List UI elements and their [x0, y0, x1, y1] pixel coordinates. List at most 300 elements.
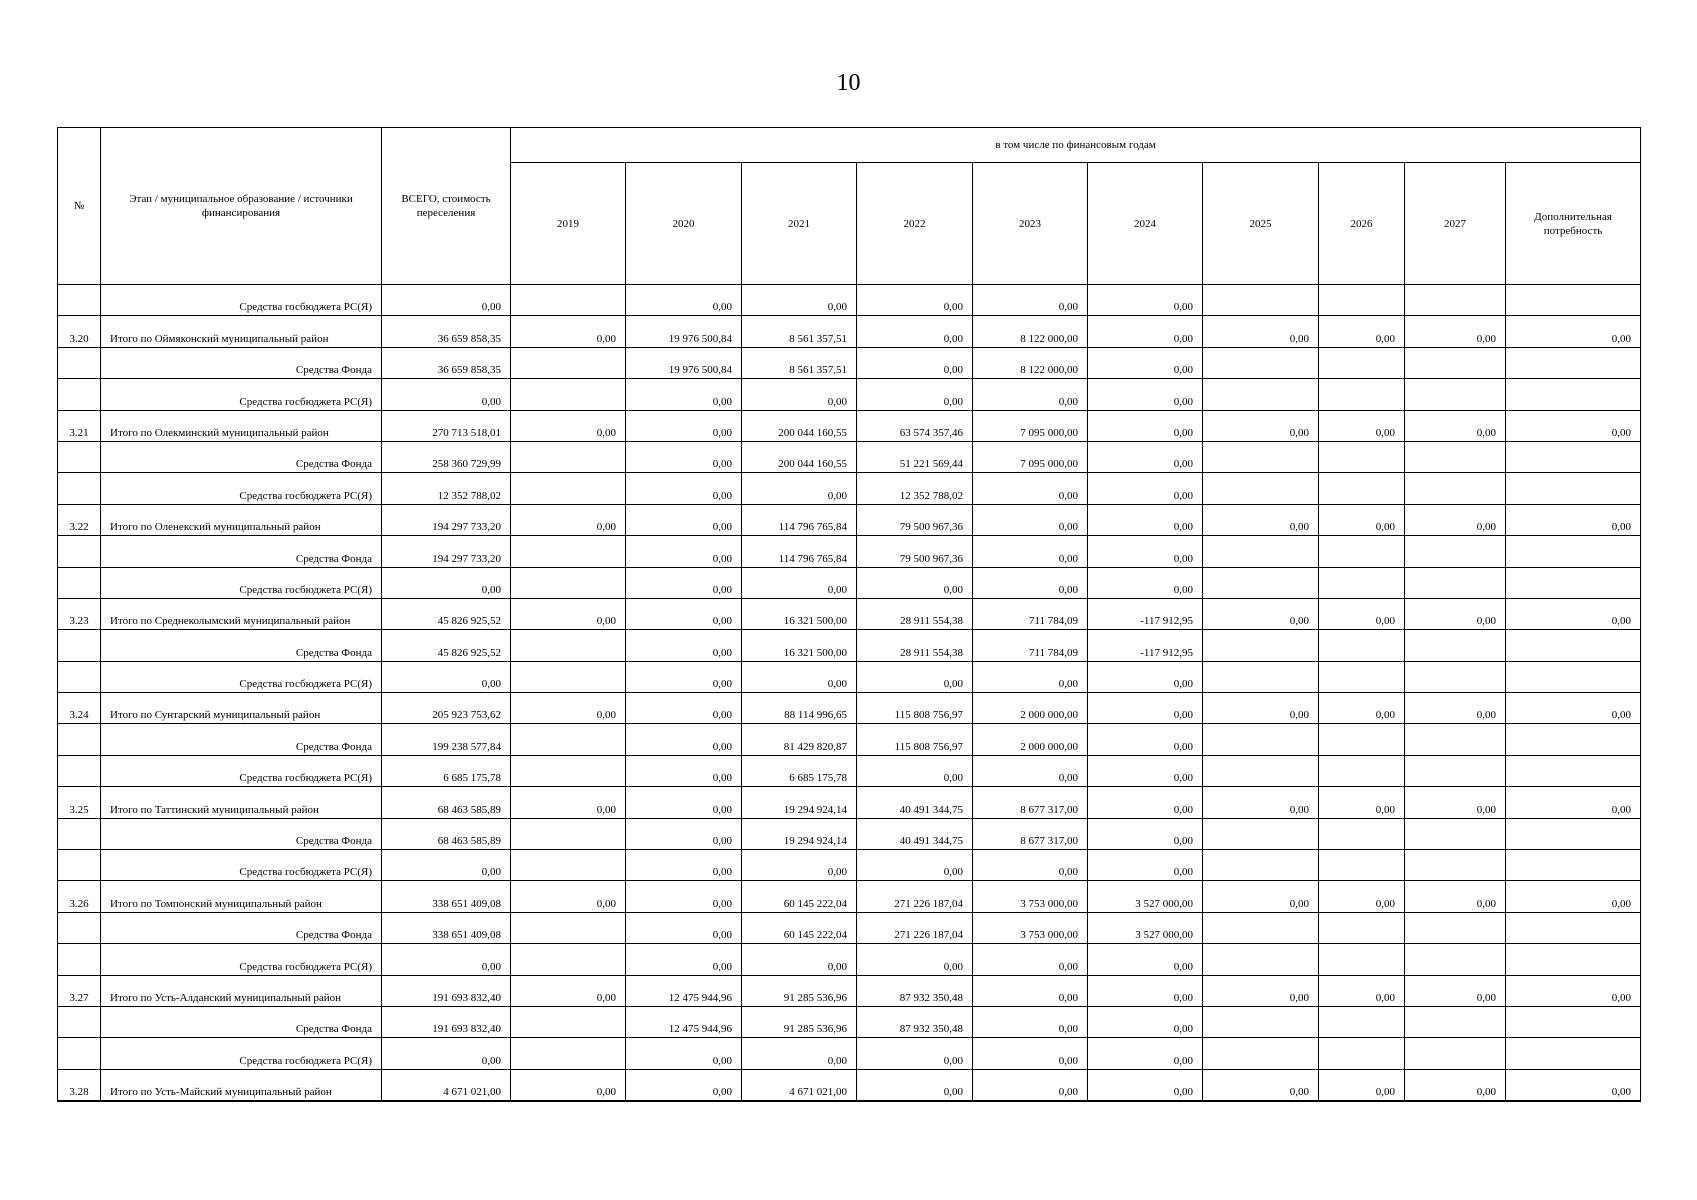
total-value: 258 360 729,99: [382, 441, 511, 472]
row-number: [58, 379, 101, 410]
year-value: 0,00: [973, 850, 1088, 881]
year-value: 6 685 175,78: [742, 755, 857, 786]
total-value: 68 463 585,89: [382, 818, 511, 849]
table-row-source: [58, 818, 1641, 849]
year-value: [1506, 567, 1641, 598]
year-value: 0,00: [973, 661, 1088, 692]
year-value: 0,00: [626, 630, 742, 661]
year-value: 0,00: [626, 912, 742, 943]
funding-source: Средства Фонда: [101, 1006, 382, 1037]
table-row-total: [58, 598, 1641, 629]
total-value: 0,00: [382, 285, 511, 316]
row-number: [58, 536, 101, 567]
year-value: [1506, 661, 1641, 692]
header-years-group: в том числе по финансовым годам: [511, 128, 1641, 163]
year-value: 0,00: [973, 536, 1088, 567]
year-value: [1319, 536, 1405, 567]
funding-source: Средства госбюджета РС(Я): [101, 567, 382, 598]
year-value: 88 114 996,65: [742, 693, 857, 724]
year-value: 711 784,09: [973, 630, 1088, 661]
year-value: 0,00: [626, 504, 742, 535]
municipality-name: Итого по Сунтарский муниципальный район: [101, 693, 382, 724]
year-value: [1506, 944, 1641, 975]
year-value: [1319, 850, 1405, 881]
year-value: 0,00: [857, 661, 973, 692]
year-value: [1506, 536, 1641, 567]
year-value: [1506, 818, 1641, 849]
year-value: 0,00: [626, 944, 742, 975]
year-value: 8 677 317,00: [973, 787, 1088, 818]
funding-source: Средства госбюджета РС(Я): [101, 379, 382, 410]
year-value: [1203, 1038, 1319, 1069]
year-value: [1203, 567, 1319, 598]
year-value: 0,00: [857, 755, 973, 786]
year-value: 87 932 350,48: [857, 1006, 973, 1037]
year-value: 0,00: [626, 693, 742, 724]
year-value: [1506, 850, 1641, 881]
total-value: 0,00: [382, 850, 511, 881]
header-stage: Этап / муниципальное образование / источники финансирования: [101, 128, 382, 285]
year-value: 12 475 944,96: [626, 975, 742, 1006]
year-value: 8 122 000,00: [973, 347, 1088, 378]
year-value: 0,00: [1088, 724, 1203, 755]
year-value: 0,00: [1088, 567, 1203, 598]
total-value: 0,00: [382, 944, 511, 975]
row-number: 3.26: [58, 881, 101, 912]
year-value: [511, 347, 626, 378]
year-value: 0,00: [857, 285, 973, 316]
year-value: 0,00: [1319, 504, 1405, 535]
header-additional-need: Дополнительная потребность: [1506, 163, 1641, 285]
year-value: 0,00: [1088, 944, 1203, 975]
year-value: 0,00: [1088, 316, 1203, 347]
year-value: 0,00: [742, 944, 857, 975]
header-year: 2022: [857, 163, 973, 285]
total-value: 45 826 925,52: [382, 630, 511, 661]
financing-table: [57, 127, 1641, 1102]
year-value: 0,00: [1506, 504, 1641, 535]
year-value: 0,00: [1088, 787, 1203, 818]
year-value: [1405, 1038, 1506, 1069]
municipality-name: Итого по Среднеколымский муниципальный район: [101, 598, 382, 629]
year-value: 3 527 000,00: [1088, 912, 1203, 943]
year-value: 0,00: [626, 536, 742, 567]
year-value: 63 574 357,46: [857, 410, 973, 441]
row-number: 3.21: [58, 410, 101, 441]
year-value: 0,00: [1506, 316, 1641, 347]
year-value: 91 285 536,96: [742, 975, 857, 1006]
table-row-total: [58, 975, 1641, 1006]
year-value: [1405, 379, 1506, 410]
year-value: 0,00: [742, 850, 857, 881]
year-value: [1405, 473, 1506, 504]
year-value: 51 221 569,44: [857, 441, 973, 472]
table-row-source: [58, 630, 1641, 661]
year-value: 0,00: [1088, 1038, 1203, 1069]
year-value: [1203, 850, 1319, 881]
table-row-source: [58, 473, 1641, 504]
year-value: 0,00: [626, 410, 742, 441]
year-value: 81 429 820,87: [742, 724, 857, 755]
year-value: [1405, 285, 1506, 316]
header-year: 2019: [511, 163, 626, 285]
total-value: 68 463 585,89: [382, 787, 511, 818]
year-value: 0,00: [1088, 755, 1203, 786]
year-value: 0,00: [1088, 818, 1203, 849]
funding-source: Средства госбюджета РС(Я): [101, 944, 382, 975]
year-value: [1405, 661, 1506, 692]
year-value: [1203, 536, 1319, 567]
municipality-name: Итого по Таттинский муниципальный район: [101, 787, 382, 818]
year-value: [511, 630, 626, 661]
year-value: 200 044 160,55: [742, 441, 857, 472]
year-value: 8 122 000,00: [973, 316, 1088, 347]
year-value: 0,00: [973, 1006, 1088, 1037]
row-number: [58, 473, 101, 504]
year-value: [1405, 818, 1506, 849]
year-value: [1405, 536, 1506, 567]
year-value: [1319, 724, 1405, 755]
year-value: 0,00: [973, 944, 1088, 975]
year-value: 8 561 357,51: [742, 316, 857, 347]
year-value: [1203, 441, 1319, 472]
year-value: [1203, 1006, 1319, 1037]
table-row-source: [58, 724, 1641, 755]
year-value: 0,00: [857, 1038, 973, 1069]
year-value: [1203, 473, 1319, 504]
year-value: 28 911 554,38: [857, 598, 973, 629]
year-value: 0,00: [1405, 316, 1506, 347]
year-value: 0,00: [1088, 536, 1203, 567]
total-value: 45 826 925,52: [382, 598, 511, 629]
year-value: 12 352 788,02: [857, 473, 973, 504]
year-value: [511, 567, 626, 598]
year-value: 7 095 000,00: [973, 441, 1088, 472]
year-value: 3 527 000,00: [1088, 881, 1203, 912]
year-value: [511, 818, 626, 849]
year-value: 0,00: [1319, 316, 1405, 347]
table-row-total: [58, 693, 1641, 724]
year-value: 114 796 765,84: [742, 504, 857, 535]
year-value: 0,00: [1203, 881, 1319, 912]
year-value: [1319, 818, 1405, 849]
total-value: 194 297 733,20: [382, 536, 511, 567]
funding-source: Средства Фонда: [101, 347, 382, 378]
row-number: 3.27: [58, 975, 101, 1006]
year-value: 115 808 756,97: [857, 724, 973, 755]
year-value: 0,00: [1088, 1006, 1203, 1037]
header-year: 2025: [1203, 163, 1319, 285]
year-value: [1319, 1038, 1405, 1069]
municipality-name: Итого по Олекминский муниципальный район: [101, 410, 382, 441]
year-value: 4 671 021,00: [742, 1069, 857, 1100]
year-value: [1203, 912, 1319, 943]
year-value: 0,00: [511, 881, 626, 912]
table-row-total: [58, 881, 1641, 912]
row-number: [58, 661, 101, 692]
table-row-source: [58, 755, 1641, 786]
table-row-source: [58, 379, 1641, 410]
year-value: 0,00: [511, 693, 626, 724]
year-value: 0,00: [1088, 473, 1203, 504]
year-value: [1506, 724, 1641, 755]
funding-source: Средства госбюджета РС(Я): [101, 755, 382, 786]
year-value: [511, 755, 626, 786]
year-value: 0,00: [1319, 787, 1405, 818]
row-number: [58, 818, 101, 849]
header-total: ВСЕГО, стоимость переселения: [382, 128, 511, 285]
year-value: 8 561 357,51: [742, 347, 857, 378]
year-value: 0,00: [626, 567, 742, 598]
year-value: 0,00: [626, 473, 742, 504]
year-value: [1203, 661, 1319, 692]
table-row-total: [58, 1069, 1641, 1100]
year-value: 0,00: [626, 285, 742, 316]
funding-source: Средства госбюджета РС(Я): [101, 285, 382, 316]
funding-source: Средства Фонда: [101, 818, 382, 849]
year-value: 0,00: [1088, 347, 1203, 378]
row-number: [58, 441, 101, 472]
row-number: [58, 347, 101, 378]
year-value: 0,00: [511, 504, 626, 535]
year-value: 0,00: [857, 347, 973, 378]
year-value: [1405, 1006, 1506, 1037]
year-value: [1203, 755, 1319, 786]
year-value: 0,00: [1319, 1069, 1405, 1100]
year-value: 0,00: [973, 285, 1088, 316]
table-body: [58, 285, 1641, 1101]
page-number: 10: [836, 70, 861, 96]
year-value: 0,00: [742, 285, 857, 316]
funding-source: Средства госбюджета РС(Я): [101, 661, 382, 692]
year-value: 60 145 222,04: [742, 912, 857, 943]
year-value: [1405, 912, 1506, 943]
year-value: 60 145 222,04: [742, 881, 857, 912]
year-value: 0,00: [1088, 975, 1203, 1006]
municipality-name: Итого по Усть-Майский муниципальный район: [101, 1069, 382, 1100]
year-value: [1506, 473, 1641, 504]
year-value: 0,00: [511, 1069, 626, 1100]
table-row-source: [58, 661, 1641, 692]
header-year: 2021: [742, 163, 857, 285]
year-value: 0,00: [973, 567, 1088, 598]
year-value: 7 095 000,00: [973, 410, 1088, 441]
year-value: 0,00: [1319, 410, 1405, 441]
year-value: 0,00: [1506, 787, 1641, 818]
funding-source: Средства госбюджета РС(Я): [101, 850, 382, 881]
row-number: [58, 724, 101, 755]
year-value: 0,00: [626, 598, 742, 629]
row-number: [58, 1006, 101, 1037]
year-value: [511, 1006, 626, 1037]
year-value: 0,00: [626, 379, 742, 410]
year-value: 16 321 500,00: [742, 630, 857, 661]
year-value: [1319, 347, 1405, 378]
year-value: 0,00: [1319, 693, 1405, 724]
total-value: 191 693 832,40: [382, 975, 511, 1006]
funding-source: Средства Фонда: [101, 441, 382, 472]
year-value: [511, 441, 626, 472]
year-value: [1405, 850, 1506, 881]
year-value: 0,00: [511, 598, 626, 629]
year-value: [1319, 912, 1405, 943]
table-row-source: [58, 441, 1641, 472]
table-row-source: [58, 285, 1641, 316]
year-value: 0,00: [1506, 410, 1641, 441]
year-value: 0,00: [742, 1038, 857, 1069]
table-header: [58, 128, 1641, 285]
year-value: [1506, 755, 1641, 786]
year-value: [1506, 912, 1641, 943]
row-number: 3.23: [58, 598, 101, 629]
year-value: 0,00: [626, 881, 742, 912]
year-value: 0,00: [973, 379, 1088, 410]
total-value: 338 651 409,08: [382, 912, 511, 943]
header-year: 2023: [973, 163, 1088, 285]
total-value: 338 651 409,08: [382, 881, 511, 912]
year-value: 12 475 944,96: [626, 1006, 742, 1037]
total-value: 270 713 518,01: [382, 410, 511, 441]
year-value: 0,00: [1506, 1069, 1641, 1100]
year-value: [1319, 285, 1405, 316]
year-value: [1203, 944, 1319, 975]
municipality-name: Итого по Оймяконский муниципальный район: [101, 316, 382, 347]
year-value: 0,00: [1405, 881, 1506, 912]
row-number: [58, 285, 101, 316]
year-value: [511, 285, 626, 316]
year-value: 0,00: [1203, 504, 1319, 535]
funding-source: Средства Фонда: [101, 630, 382, 661]
year-value: 3 753 000,00: [973, 912, 1088, 943]
year-value: 40 491 344,75: [857, 787, 973, 818]
year-value: 0,00: [973, 1069, 1088, 1100]
year-value: 0,00: [973, 504, 1088, 535]
year-value: 115 808 756,97: [857, 693, 973, 724]
year-value: 0,00: [1506, 975, 1641, 1006]
total-value: 0,00: [382, 379, 511, 410]
funding-source: Средства Фонда: [101, 536, 382, 567]
year-value: 0,00: [1088, 379, 1203, 410]
year-value: 0,00: [1319, 975, 1405, 1006]
year-value: 0,00: [511, 975, 626, 1006]
year-value: [1405, 567, 1506, 598]
year-value: 0,00: [857, 944, 973, 975]
year-value: 0,00: [626, 441, 742, 472]
year-value: [1506, 379, 1641, 410]
row-number: 3.24: [58, 693, 101, 724]
total-value: 0,00: [382, 661, 511, 692]
table-row-source: [58, 567, 1641, 598]
year-value: 0,00: [1203, 787, 1319, 818]
municipality-name: Итого по Томпонский муниципальный район: [101, 881, 382, 912]
row-number: [58, 755, 101, 786]
year-value: 0,00: [1088, 850, 1203, 881]
year-value: 0,00: [1088, 441, 1203, 472]
municipality-name: Итого по Оленекский муниципальный район: [101, 504, 382, 535]
year-value: 0,00: [1405, 598, 1506, 629]
funding-source: Средства госбюджета РС(Я): [101, 473, 382, 504]
table-row-total: [58, 504, 1641, 535]
year-value: 0,00: [1088, 693, 1203, 724]
year-value: [1506, 1038, 1641, 1069]
header-year: 2026: [1319, 163, 1405, 285]
year-value: 19 976 500,84: [626, 347, 742, 378]
year-value: 0,00: [857, 850, 973, 881]
year-value: [1203, 347, 1319, 378]
year-value: [1319, 630, 1405, 661]
row-number: [58, 630, 101, 661]
year-value: 19 294 924,14: [742, 787, 857, 818]
year-value: 0,00: [626, 724, 742, 755]
year-value: 0,00: [973, 755, 1088, 786]
total-value: 191 693 832,40: [382, 1006, 511, 1037]
year-value: 0,00: [973, 1038, 1088, 1069]
year-value: 0,00: [1088, 504, 1203, 535]
year-value: 0,00: [1203, 410, 1319, 441]
year-value: [1203, 818, 1319, 849]
total-value: 199 238 577,84: [382, 724, 511, 755]
year-value: 19 294 924,14: [742, 818, 857, 849]
year-value: [1319, 441, 1405, 472]
table-row-total: [58, 787, 1641, 818]
year-value: [1319, 1006, 1405, 1037]
year-value: 0,00: [1319, 598, 1405, 629]
row-number: 3.20: [58, 316, 101, 347]
year-value: [511, 912, 626, 943]
total-value: 194 297 733,20: [382, 504, 511, 535]
year-value: [1203, 379, 1319, 410]
year-value: [1203, 285, 1319, 316]
year-value: 0,00: [1405, 787, 1506, 818]
row-number: 3.28: [58, 1069, 101, 1100]
year-value: [1405, 630, 1506, 661]
year-value: 0,00: [742, 567, 857, 598]
year-value: [511, 724, 626, 755]
year-value: 0,00: [1506, 881, 1641, 912]
header-no: №: [58, 128, 101, 285]
year-value: [1203, 630, 1319, 661]
year-value: 79 500 967,36: [857, 504, 973, 535]
year-value: 0,00: [626, 1069, 742, 1100]
funding-source: Средства госбюджета РС(Я): [101, 1038, 382, 1069]
year-value: [1319, 755, 1405, 786]
total-value: 4 671 021,00: [382, 1069, 511, 1100]
year-value: 0,00: [1203, 1069, 1319, 1100]
year-value: 0,00: [626, 787, 742, 818]
row-number: [58, 850, 101, 881]
year-value: 0,00: [1203, 975, 1319, 1006]
year-value: [1319, 473, 1405, 504]
year-value: 0,00: [511, 316, 626, 347]
year-value: 0,00: [1405, 975, 1506, 1006]
year-value: 0,00: [511, 410, 626, 441]
year-value: [511, 536, 626, 567]
year-value: 0,00: [1088, 661, 1203, 692]
year-value: 0,00: [1203, 316, 1319, 347]
year-value: [511, 1038, 626, 1069]
total-value: 36 659 858,35: [382, 347, 511, 378]
year-value: [1405, 347, 1506, 378]
year-value: 0,00: [626, 661, 742, 692]
year-value: -117 912,95: [1088, 630, 1203, 661]
year-value: [1319, 567, 1405, 598]
funding-source: Средства Фонда: [101, 912, 382, 943]
year-value: 0,00: [1203, 693, 1319, 724]
row-number: [58, 944, 101, 975]
year-value: 114 796 765,84: [742, 536, 857, 567]
year-value: 91 285 536,96: [742, 1006, 857, 1037]
total-value: 205 923 753,62: [382, 693, 511, 724]
